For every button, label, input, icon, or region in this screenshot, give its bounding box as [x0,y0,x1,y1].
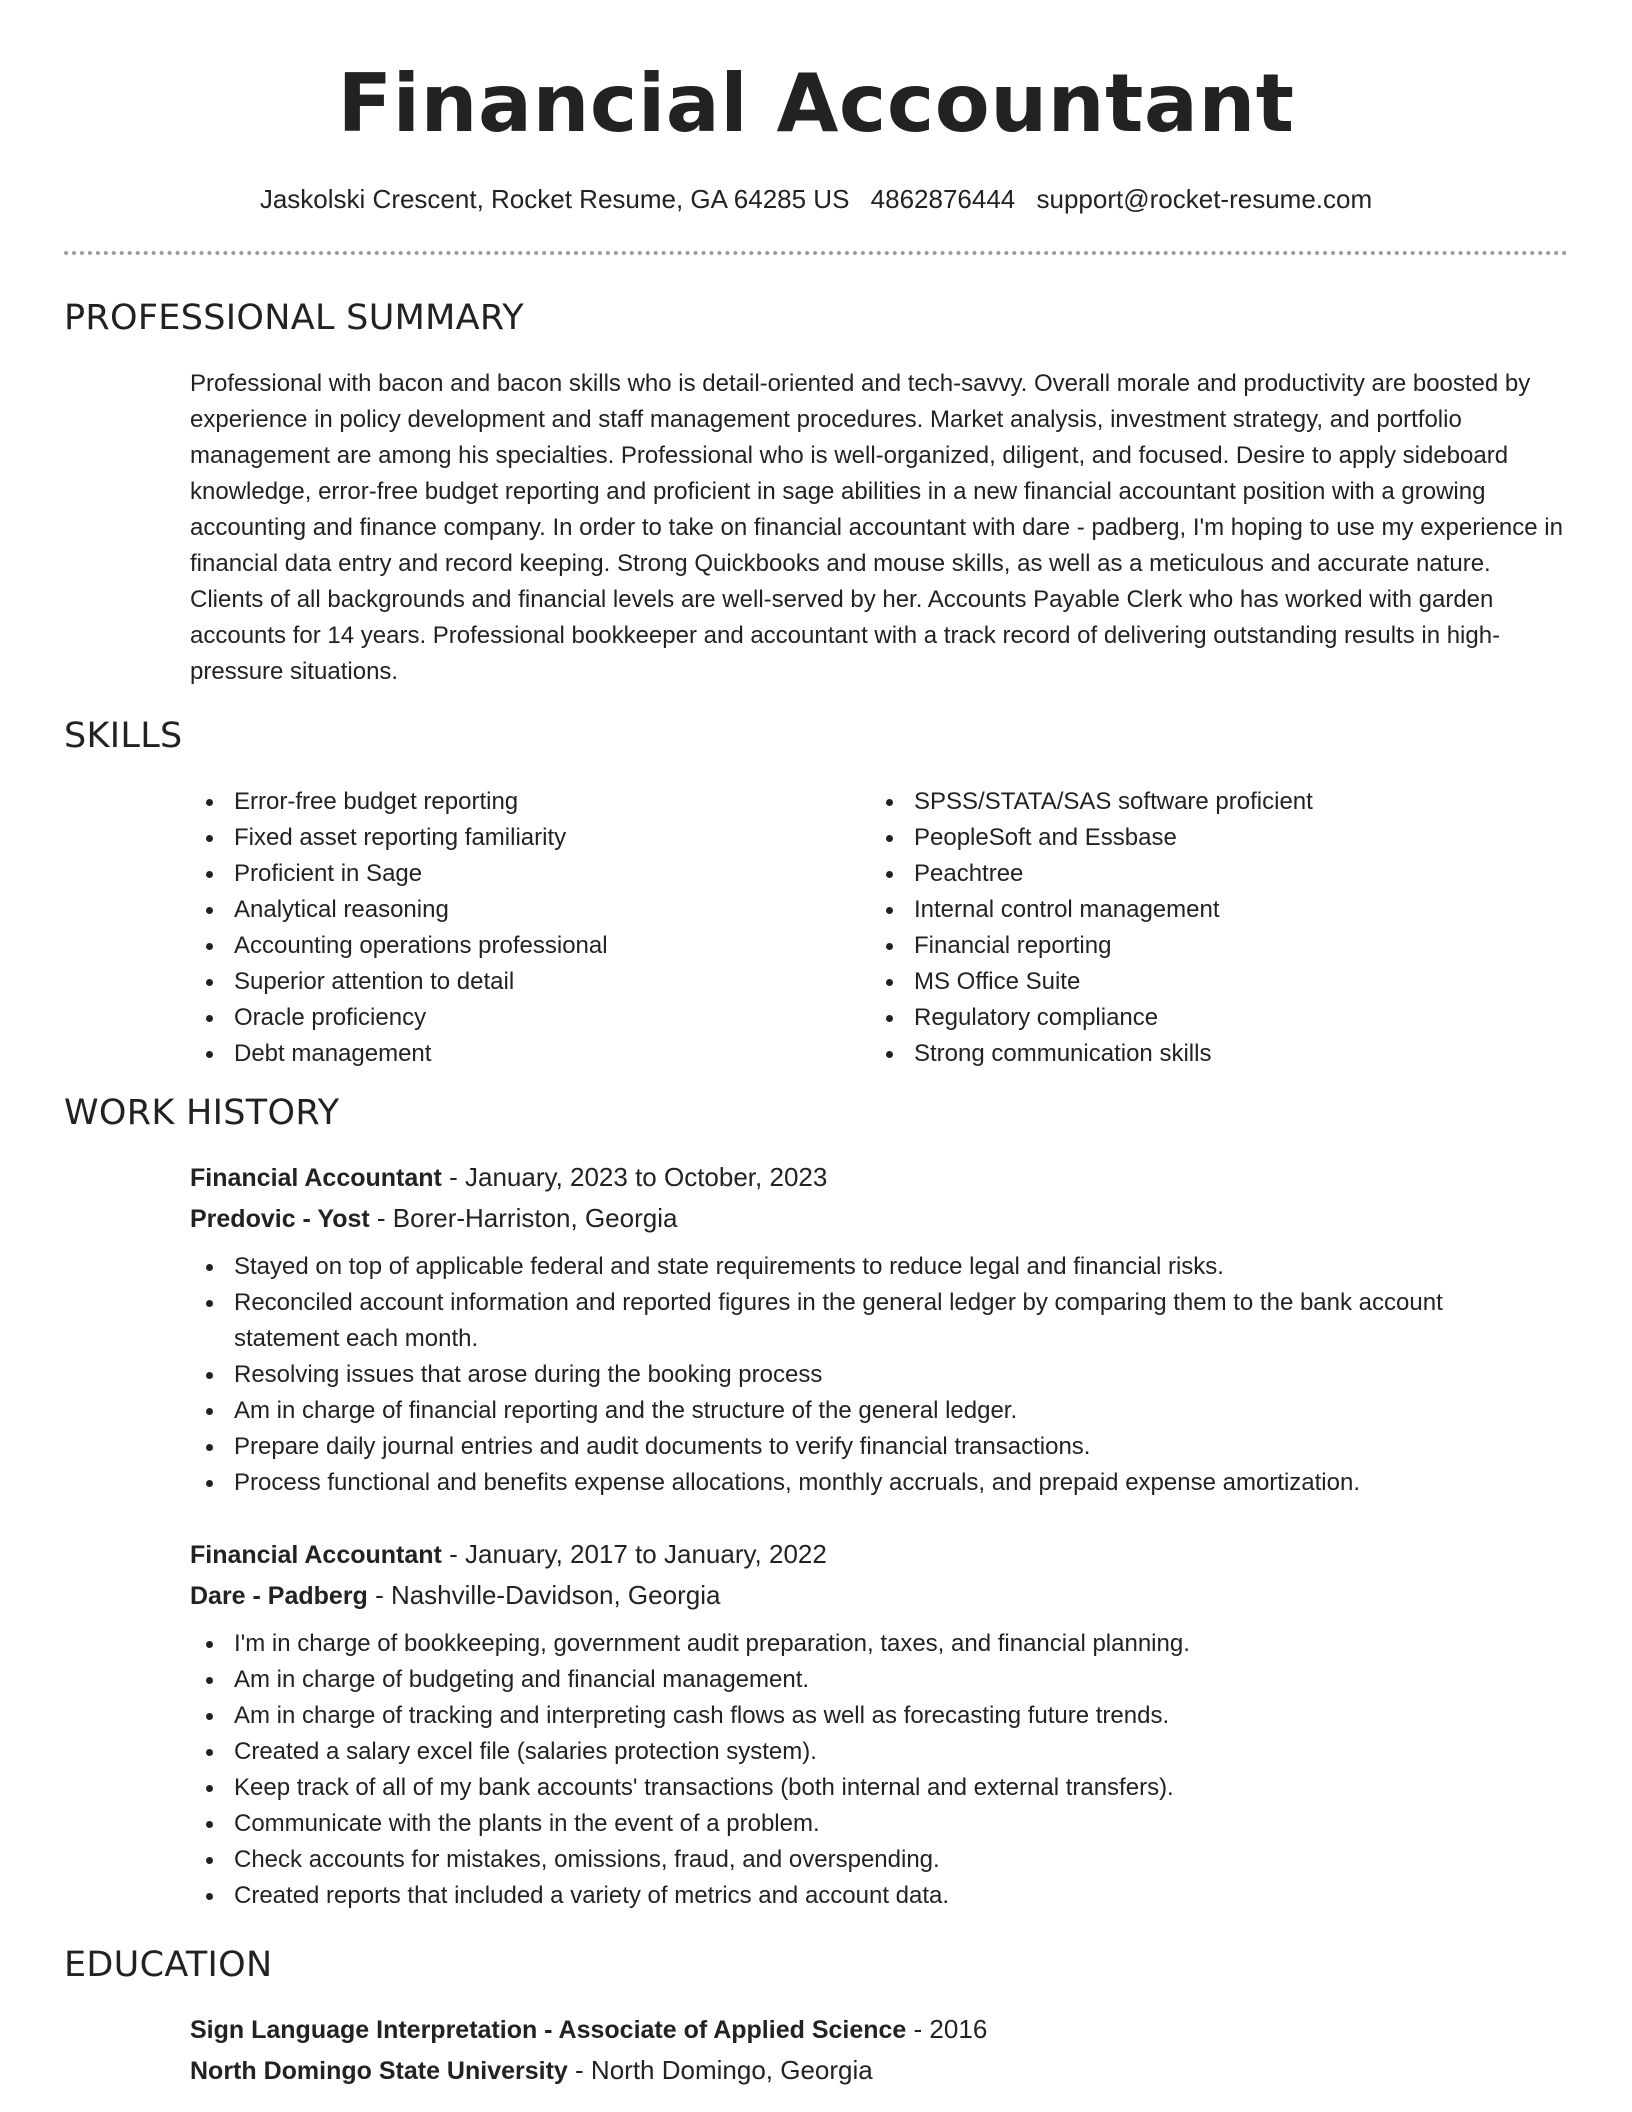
job-bullet: Process functional and benefits expense allocations, monthly accruals, and prepaid expense amortization. [190,1465,1570,1501]
skills-column-right [870,784,1550,1072]
skills-list [190,784,1570,1072]
job-location: - Borer-Harriston, Georgia [369,1203,678,1233]
job-bullets [190,1249,1570,1501]
job-company: Dare - Padberg [190,1582,368,1610]
skill-item: Fixed asset reporting familiarity [190,820,870,856]
education-school: North Domingo State University [190,2057,568,2085]
job-position: Financial Accountant [190,1164,442,1192]
job-entry [190,1157,1570,1501]
job-position: Financial Accountant [190,1541,442,1569]
contact-address: Jaskolski Crescent, Rocket Resume, GA 64285 US [259,184,850,214]
header-divider [64,251,1568,255]
education-degree: Sign Language Interpretation - Associate of Applied Science [190,2016,907,2044]
contact-email: support@rocket-resume.com [1036,184,1373,214]
education-location: - North Domingo, Georgia [567,2055,873,2085]
job-bullet: Am in charge of tracking and interpreting cash flows as well as forecasting future trends. [190,1698,1570,1734]
education-degree-line [190,2009,1570,2050]
job-bullet: Stayed on top of applicable federal and state requirements to reduce legal and financial risks. [190,1249,1570,1285]
job-bullets [190,1626,1570,1914]
education-school-line [190,2050,1570,2091]
skill-item: Debt management [190,1036,870,1072]
job-title-line [190,1534,1570,1575]
job-company-line [190,1575,1570,1616]
skill-item: SPSS/STATA/SAS software proficient [870,784,1550,820]
job-bullet: Reconciled account information and reported figures in the general ledger by comparing them to the bank account statement each month. [190,1285,1570,1357]
job-company: Predovic - Yost [190,1205,370,1233]
skill-item: Financial reporting [870,928,1550,964]
job-bullet: Check accounts for mistakes, omissions, fraud, and overspending. [190,1842,1570,1878]
job-bullet: I'm in charge of bookkeeping, government audit preparation, taxes, and financial planning. [190,1626,1570,1662]
job-bullet: Keep track of all of my bank accounts' transactions (both internal and external transfers). [190,1770,1570,1806]
job-bullet: Communicate with the plants in the event of a problem. [190,1806,1570,1842]
job-bullet: Am in charge of budgeting and financial management. [190,1662,1570,1698]
job-title-line [190,1157,1570,1198]
skill-item: Oracle proficiency [190,1000,870,1036]
contact-info [0,182,1632,216]
job-dates: - January, 2023 to October, 2023 [441,1162,828,1192]
skill-item: Error-free budget reporting [190,784,870,820]
job-bullet: Created reports that included a variety of metrics and account data. [190,1878,1570,1914]
section-title-education: EDUCATION [64,1945,273,1985]
section-title-skills: SKILLS [64,716,183,756]
skill-item: Accounting operations professional [190,928,870,964]
job-dates: - January, 2017 to January, 2022 [441,1539,827,1569]
skill-item: Strong communication skills [870,1036,1550,1072]
job-location: - Nashville-Davidson, Georgia [367,1580,721,1610]
job-bullet: Am in charge of financial reporting and the structure of the general ledger. [190,1393,1570,1429]
job-bullet: Resolving issues that arose during the booking process [190,1357,1570,1393]
page-title: Financial Accountant [337,57,1295,150]
skill-item: Regulatory compliance [870,1000,1550,1036]
skill-item: Internal control management [870,892,1550,928]
education-entry [190,2009,1570,2091]
job-bullet: Prepare daily journal entries and audit documents to verify financial transactions. [190,1429,1570,1465]
summary-text: Professional with bacon and bacon skills who is detail-oriented and tech-savvy. Overall morale and productivity are boosted by experience in policy development and staff management procedures. Market analysis, investment strategy, and portfolio management are among his specialties. Professional who is well-organized, diligent, and focused. Desire to apply sideboard knowledge, error-free budget reporting and proficient in sage abilities in a new financial accountant position with a growing accounting and finance company. In order to take on financial accountant with dare - padberg, I'm hoping to use my experience in financial data entry and record keeping. Strong Quickbooks and mouse skills, as well as a meticulous and accurate nature. Clients of all backgrounds and financial levels are well-served by her. Accounts Payable Clerk who has worked with garden accounts for 14 years. Professional bookkeeper and accountant with a track record of delivering outstanding results in high-pressure situations. [190,370,1563,685]
skill-item: Proficient in Sage [190,856,870,892]
skill-item: Peachtree [870,856,1550,892]
skill-item: Analytical reasoning [190,892,870,928]
job-entry [190,1534,1570,1914]
job-bullet: Created a salary excel file (salaries protection system). [190,1734,1570,1770]
contact-phone: 4862876444 [870,184,1016,214]
skill-item: MS Office Suite [870,964,1550,1000]
section-title-summary: PROFESSIONAL SUMMARY [64,298,524,338]
education-year: - 2016 [906,2014,988,2044]
job-company-line [190,1198,1570,1239]
skill-item: PeopleSoft and Essbase [870,820,1550,856]
skill-item: Superior attention to detail [190,964,870,1000]
skills-column-left [190,784,870,1072]
section-title-work-history: WORK HISTORY [64,1093,340,1133]
